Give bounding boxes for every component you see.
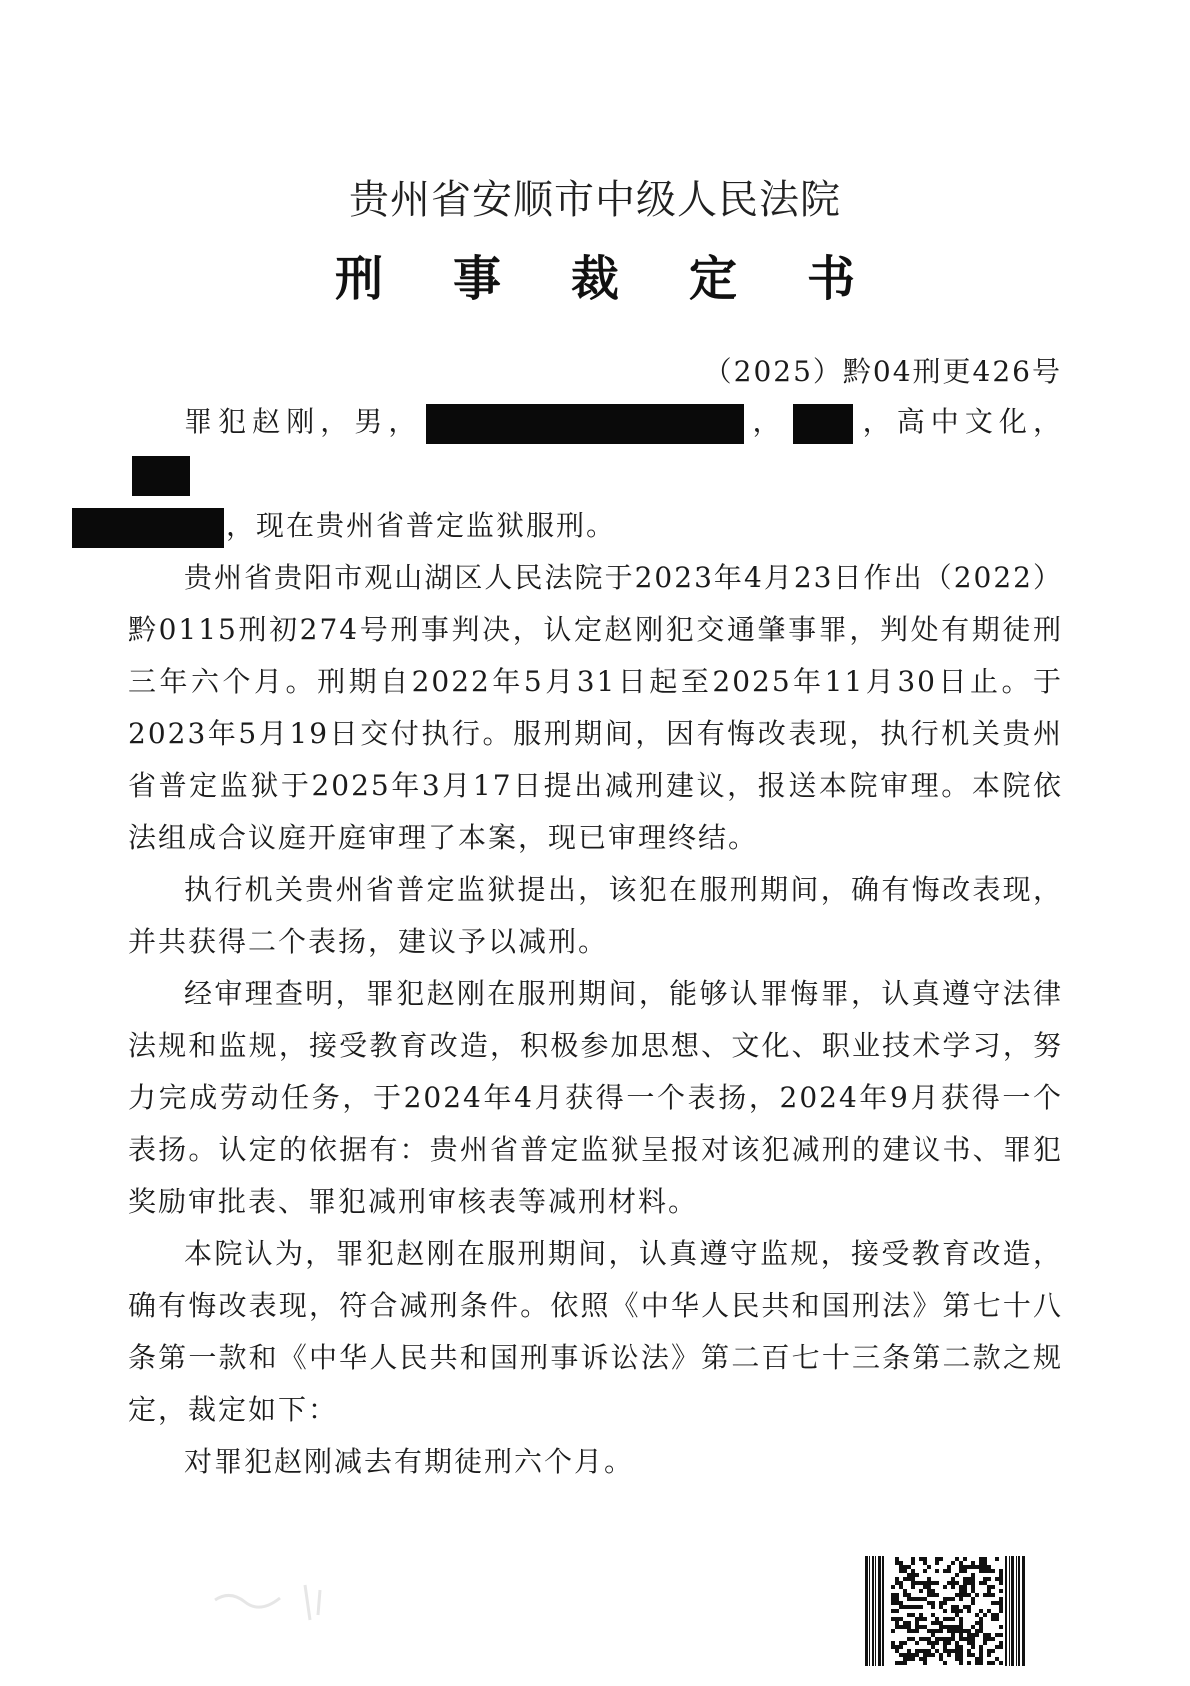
document-body <box>128 396 1063 1488</box>
redaction-block <box>793 404 853 444</box>
defendant-location-text: ，现在贵州省普定监狱服刑。 <box>226 509 617 542</box>
paragraph-findings: 经审理查明，罪犯赵刚在服刑期间，能够认罪悔罪，认真遵守法律法规和监规，接受教育改造，积极参加思想、文化、职业技术学习，努力完成劳动任务，于2024年4月获得一个表扬，2024年9月获得一个表扬。认定的依据有：贵州省普定监狱呈报对该犯减刑的建议书、罪犯奖励审批表、罪犯减刑审核表等减刑材料。 <box>128 977 1063 1218</box>
paragraph-prison-proposal: 执行机关贵州省普定监狱提出，该犯在服刑期间，确有悔改表现，并共获得二个表扬，建议予以减刑。 <box>128 873 1063 958</box>
defendant-intro-text: 罪犯赵刚，男， <box>184 405 423 438</box>
qr-barcode <box>865 1556 1025 1666</box>
redaction-block <box>426 404 744 444</box>
paragraph-court-opinion: 本院认为，罪犯赵刚在服刑期间，认真遵守监规，接受教育改造，确有悔改表现，符合减刑条件。依照《中华人民共和国刑法》第七十八条第一款和《中华人民共和国刑事诉讼法》第二百七十三条第二款之规定，裁定如下： <box>128 1237 1063 1426</box>
paragraph-defendant-info: 罪犯赵刚，男， ， ，高中文化， ，现在贵州省普定监狱服刑。 <box>128 396 1063 552</box>
case-number: （2025）黔04刑更426号 <box>703 355 1062 388</box>
paragraph-original-judgment: 贵州省贵阳市观山湖区人民法院于2023年4月23日作出（2022）黔0115刑初274号刑事判决，认定赵刚犯交通肇事罪，判处有期徒刑三年六个月。刑期自2022年5月31日起至2025年11月30日止。于2023年5月19日交付执行。服刑期间，因有悔改表现，执行机关贵州省普定监狱于2025年3月17日提出减刑建议，报送本院审理。本院依法组成合议庭开庭审理了本案，现已审理终结。 <box>128 561 1063 854</box>
court-name: 贵州省安顺市中级人民法院 <box>349 177 841 223</box>
faint-seal-marks <box>210 1570 360 1630</box>
redaction-block <box>132 456 190 496</box>
paragraph-ruling: 对罪犯赵刚减去有期徒刑六个月。 <box>184 1445 635 1478</box>
defendant-education-text: ，高中文化， <box>858 405 1063 438</box>
document-title: 刑事裁定书 <box>334 251 925 307</box>
redaction-block <box>72 508 224 548</box>
